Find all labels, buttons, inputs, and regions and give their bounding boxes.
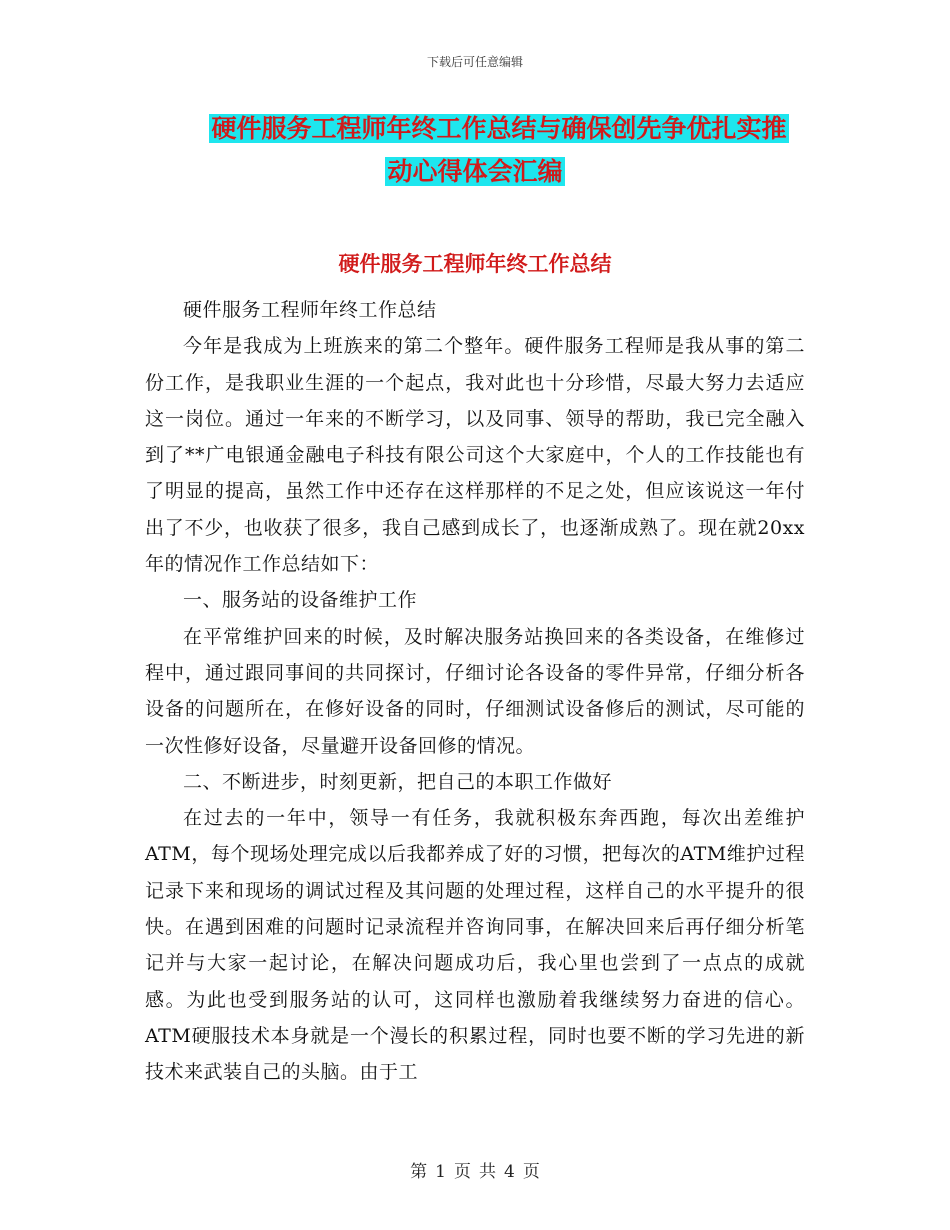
document-title-line-2-text: 动心得体会汇编: [387, 157, 563, 186]
current-page-number: 1: [435, 1162, 446, 1182]
paragraph: 今年是我成为上班族来的第二个整年。硬件服务工程师是我从事的第二份工作，是我职业生涯的一个起点，我对此也十分珍惜，尽最大努力去适应这一岗位。通过一年来的不断学习，以及同事、领导的帮助，我已完全融入到了**广电银通金融电子科技有限公司这个大家庭中，个人的工作技能也有了明显的提高，虽然工作中还存在这样那样的不足之处，但应该说这一年付出了不少，也收获了很多，我自己感到成长了，也逐渐成熟了。现在就20xx年的情况作工作总结如下：: [145, 335, 805, 576]
paragraph-heading: 二、不断进步，时刻更新，把自己的本职工作做好: [183, 770, 613, 793]
footer-total-prefix: 共: [479, 1162, 496, 1182]
footer-prefix: 第: [410, 1162, 428, 1182]
document-title-line-1-text: 硬件服务工程师年终工作总结与确保创先争优扎实推: [211, 114, 787, 143]
footer-page-word: 页: [454, 1162, 471, 1182]
header-note: 下载后可任意编辑: [426, 55, 523, 69]
paragraph: 在平常维护回来的时候，及时解决服务站换回来的各类设备，在维修过程中，通过跟同事间的共同探讨，仔细讨论各设备的零件异常，仔细分析各设备的问题所在，在修好设备的同时，仔细测试设备修后的测试，尽可能的一次性修好设备，尽量避开设备回修的情况。: [145, 625, 805, 757]
document-title-line-2: [0, 153, 950, 191]
paragraph: 硬件服务工程师年终工作总结: [183, 299, 437, 321]
footer-suffix: 页: [522, 1162, 540, 1182]
page-footer: [0, 1157, 950, 1182]
section-title: 硬件服务工程师年终工作总结: [338, 252, 612, 276]
paragraph-heading: 一、服务站的设备维护工作: [183, 589, 418, 612]
total-pages-number: 4: [504, 1162, 515, 1182]
paragraph: 在过去的一年中，领导一有任务，我就积极东奔西跑，每次出差维护ATM，每个现场处理完成以后我都养成了好的习惯，把每次的ATM维护过程记录下来和现场的调试过程及其问题的处理过程，这样自己的水平提升的很快。在遇到困难的问题时记录流程并咨询同事，在解决回来后再仔细分析笔记并与大家一起讨论，在解决问题成功后，我心里也尝到了一点点的成就感。为此也受到服务站的认可，这同样也激励着我继续努力奋进的信心。ATM硬服技术本身就是一个漫长的积累过程，同时也要不断的学习先进的新技术来武装自己的头脑。由于工: [145, 807, 805, 1084]
document-title-line-1: [24, 110, 950, 148]
document-body: [145, 292, 805, 1091]
